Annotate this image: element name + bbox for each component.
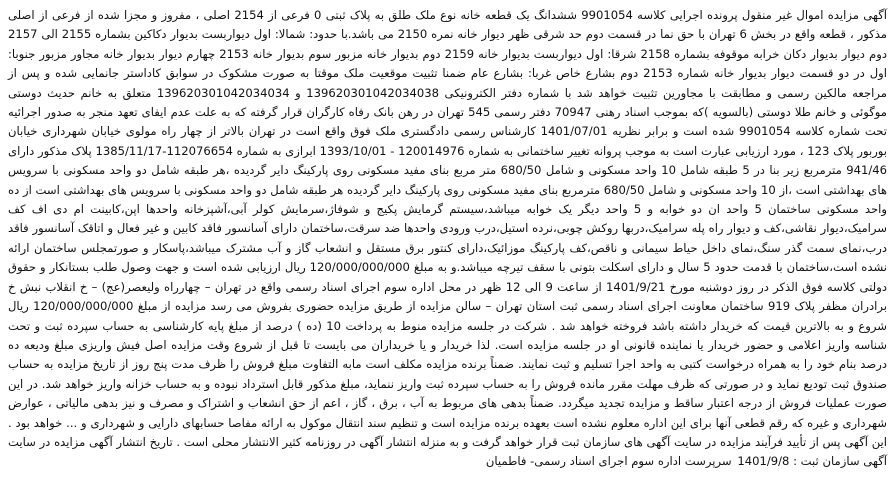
notice-body: آگهی مزایده اموال غیر منقول پرونده اجرایی کلاسه 9901054 ششدانگ یک قطعه خانه نوع ملک طلق به پلاک ثبتی 0 فرعی از 2154 اصلی ، مفروز و مجزا شده از فرعی از اصلی مذکور ، قطعه واقع در بخش 6 تهران با حق نما در قسمت دوم حد شرقی ظهر دیوار خانه نمره 2150 می باشد.با حدود: شمالا: اول دیواربست بدیوار دکاکین بشماره 2155 الی 2157 دوم دیوار بدیوار دکان خرابه موقوفه بشماره 2158 شرقا: اول دیواربست بدیوار خانه 2159 دوم بدیوار خانه مزبور سوم بدیوار خانه 2153 چهارم دیوار بدیوار خانه مجاور مزبور جنوبا: اول در دو قسمت دیوار بدیوار خانه شماره 2153 دوم بشارع خاص غربا: بشارع عام ضمنا تثبیت موقعیت ملک موقتا به صورت مشکوک در سوابق کاداستر جانمایی شده و پس از مراجعه مالکین رسمی و مطابقت با مجاورین تثبیت خواهد شد با شماره دفتر الکترونیکی 139620301042034038 و 139620301042034034 متعلق به خانم حدیث دوستی موگوئی و خانم طلا دوستی (بالسویه )که بموجب اسناد رهنی 70947 دفتر رسمی 545 تهران در رهن بانک رفاه کارگران قرار گرفته که به علت عدم ایفای تعهد منجر به صدور اجرائیه تحت شماره کلاسه 9901054 شده است و برابر نظریه 1401/07/01 کارشناس رسمی دادگستری ملک فوق واقع است در تهران بالاتر از چهار راه مولوی خیابان شهرداری خیابان بوربور پلاک 123 ، مورد ارزیابی عبارت است به موجب پروانه تغییر ساختمانی به شماره 120014976 - 1393/10/01 ابرازی به شماره 112076654-1385/11/17 پلاک مذکور دارای 941/46 مترمربع زیر بنا در 5 طبقه شامل 10 واحد مسکونی و شامل 680/50 متر مربع بنای مفید مسکونی روی پارکینگ دایر گردیده ،هر طبقه شامل دو واحد مسکونی با سرویس های بهداشتی است ،از 10 واحد مسکونی و شامل 680/50 مترمربع بنای مفید مسکونی روی پارکینگ دایر گردیده هر طبقه شامل دو واحد مسکونی با سرویس های بهداشتی است از ده واحد مسکونی ساختمان 5 واحد ان دو خوابه و 5 واحد دیگر یک خوابه میباشد،سیستم گرمایش پکیج و شوفاژ،سرمایش کولر آبی،آشپزخانه واحدها اپن،کابینت ام دی اف کف سرامیک،دیوار نقاشی،کف و دیوار راه پله سرامیک،دربها روکش چوبی،نرده استیل،درب ورودی واحدها ضد سرقت،ساختمان دارای آسانسور فاقد کابین و غیر فعال و اتاقک آسانسور فاقد درب،نمای سمت گذر سنگ،نمای داخل حیاط سیمانی و ناقص،کف پارکینگ موزائیک،دارای کنتور برق مستقل و انشعاب گاز و آب مشترک میباشد،پاسکار و صورتمجلس ساختمان ارائه نشده است،ساختمان با قدمت حدود 5 سال و دارای اسکلت بتونی با سقف تیرچه میباشد.و به مبلغ 120/000/000/000 ریال ارزیابی شده است و جهت وصول طلب بستانکار و حقوق دولتی کلاسه فوق الذکر در روز دوشنبه مورخ 1401/9/21 از ساعت 9 الی 12 ظهر در محل اداره سوم اجرای اسناد رسمی واقع در تهران – چهارراه ولیعصر(عج) – خ انقلاب نبش خ برادران مظفر پلاک 919 ساختمان معاونت اجرای اسناد رسمی ثبت استان تهران – سالن مزایده از طریق مزایده حضوری بفروش می رسد مزایده از مبلغ 120/000/000/000 ریال شروع و به بالاترین قیمت که خریدار داشته باشد فروخته خواهد شد . شرکت در جلسه مزایده منوط به پرداخت 10 (ده ) درصد از مبلغ پایه کارشناسی به حساب سپرده ثبت و تحت شناسه واریز اعلامی و حضور خریدار یا نماینده قانونی او در جلسه مزایده است. لذا خریدار و یا خریداران می بایست تا قبل از شروع وقت مزایده اصل فیش واریزی مبلغ ودیعه ده درصد بنام خود را به همراه درخواست کتبی به واحد اجرا تسلیم و ثبت نمایند. ضمناً برنده مزایده مکلف است مابه التفاوت مبلغ فروش را ظرف مدت پنج روز از تاریخ مزایده به حساب صندوق ثبت تودیع نماید و در صورتی که ظرف مهلت مقرر مانده فروش را به حساب سپرده ثبت واریز ننماید، مبلغ مذکور قابل استرداد نبوده و به حساب خزانه واریز خواهد شد. در این صورت عملیات فروش از درجه اعتبار ساقط و مزایده تجدید میگردد. ضمناً بدهی های مربوط به آب ، برق ، گاز ، اعم از حق انشعاب و اشتراک و مصرف و نیز بدهی مالیاتی ، عوارض شهرداری و غیره که رقم قطعی آنها برای این اداره معلوم نشده است بعهده برنده مزایده است و تنظیم سند انتقال موکول به ارائه مفاصا حسابهای دارایی و شهرداری و ... خواهد بود . این آگهی پس از تأیید فرآیند مزایده در سایت آگهی های سازمان ثبت قرار خواهد گرفت و به منزله انتشار آگهی در روزنامه کثیر الانتشار محلی است . تاریخ انتشار آگهی مزایده در سایت آگهی سازمان ثبت : 1401/9/8 bbox=[8, 8, 888, 469]
notice-text bbox=[8, 6, 887, 472]
notice-signature: سرپرست اداره سوم اجرای اسناد رسمی- فاطمیان bbox=[485, 454, 732, 469]
